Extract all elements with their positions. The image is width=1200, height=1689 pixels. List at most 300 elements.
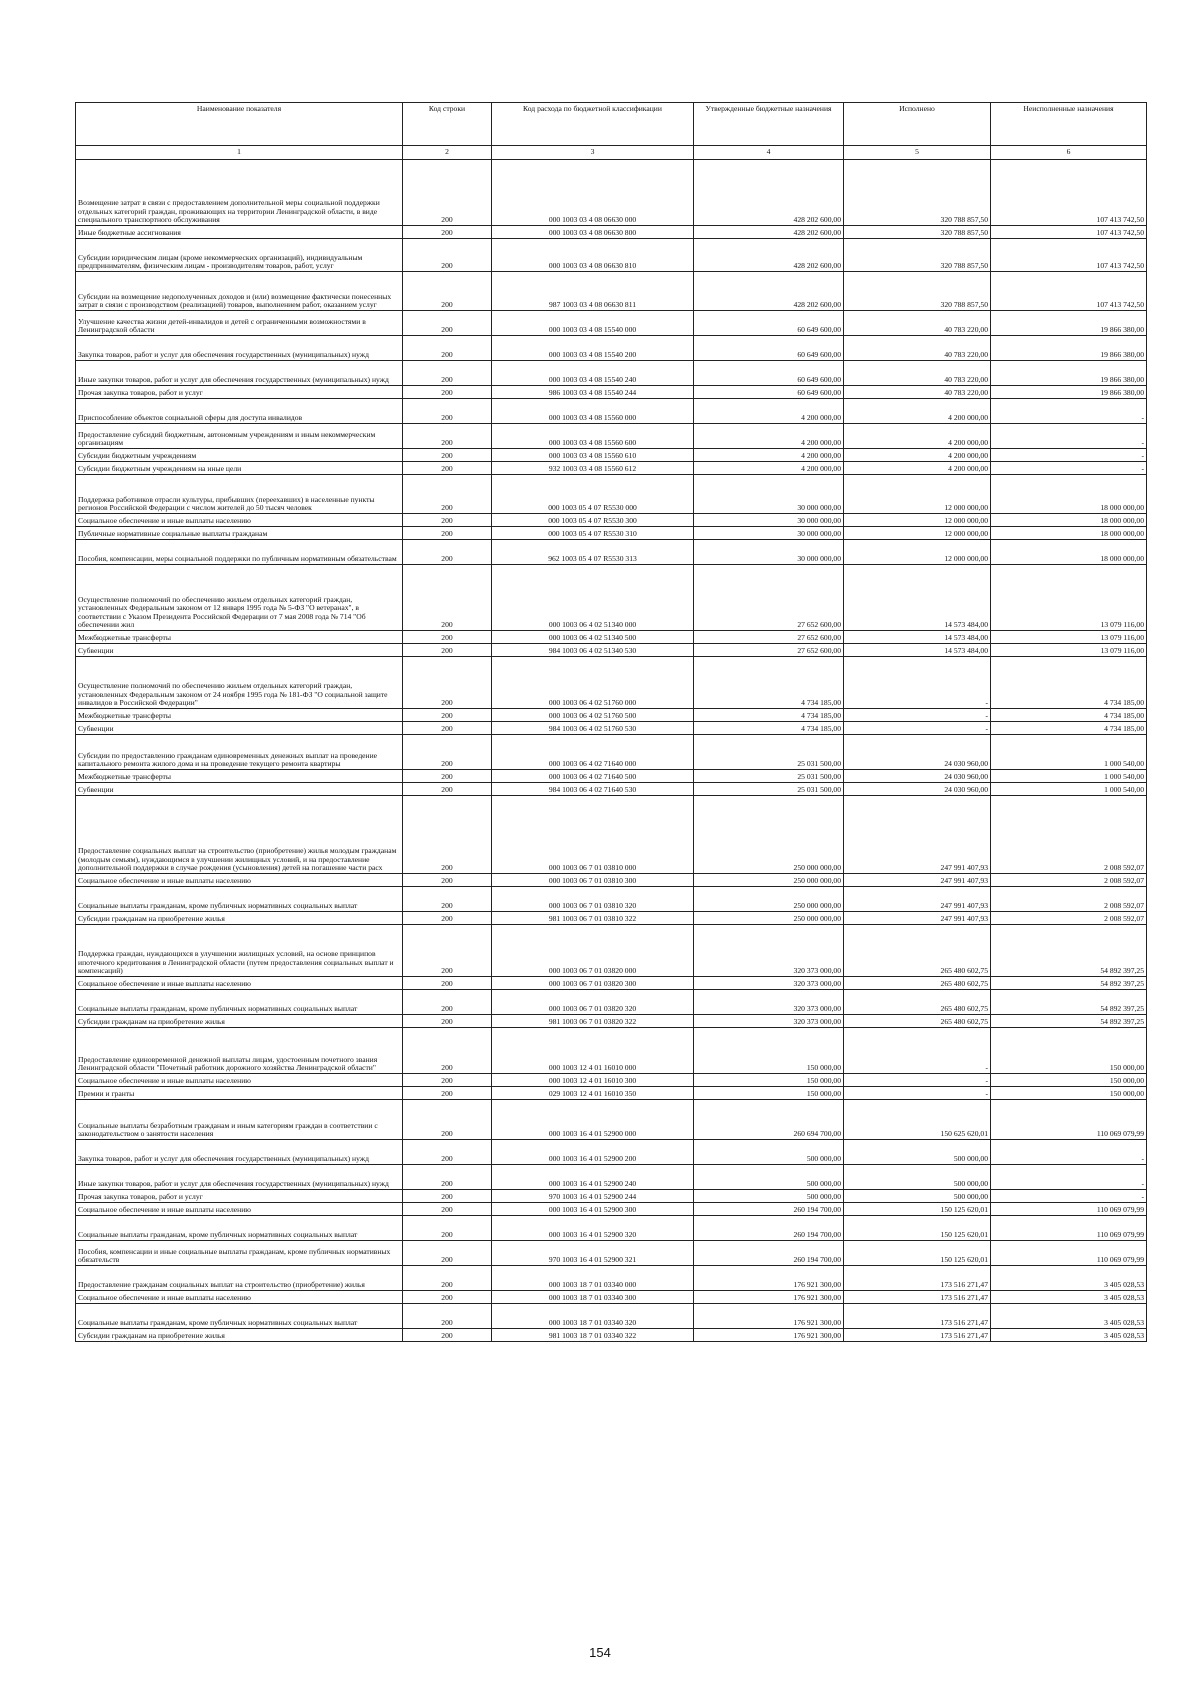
row-unexecuted: 3 405 028,53 xyxy=(991,1266,1147,1291)
table-row xyxy=(76,770,1147,783)
row-budget-code: 000 1003 18 7 01 03340 320 xyxy=(492,1304,694,1329)
row-budget-code: 000 1003 06 4 02 51340 500 xyxy=(492,631,694,644)
row-line-code: 200 xyxy=(403,226,492,239)
table-row xyxy=(76,1329,1147,1342)
row-line-code: 200 xyxy=(403,977,492,990)
row-name: Межбюджетные трансферты xyxy=(76,770,403,783)
row-unexecuted: 150 000,00 xyxy=(991,1074,1147,1087)
row-budget-code: 970 1003 16 4 01 52900 244 xyxy=(492,1190,694,1203)
row-unexecuted: 3 405 028,53 xyxy=(991,1291,1147,1304)
row-name: Социальное обеспечение и иные выплаты населению xyxy=(76,514,403,527)
row-approved: 176 921 300,00 xyxy=(694,1304,844,1329)
row-unexecuted: 19 866 380,00 xyxy=(991,311,1147,336)
row-line-code: 200 xyxy=(403,239,492,272)
row-approved: 250 000 000,00 xyxy=(694,887,844,912)
row-approved: 428 202 600,00 xyxy=(694,239,844,272)
row-unexecuted: 19 866 380,00 xyxy=(991,336,1147,361)
row-approved: 320 373 000,00 xyxy=(694,925,844,977)
row-executed: 173 516 271,47 xyxy=(844,1291,991,1304)
row-executed: 12 000 000,00 xyxy=(844,540,991,565)
table-row xyxy=(76,990,1147,1015)
row-executed: 265 480 602,75 xyxy=(844,925,991,977)
row-unexecuted: 54 892 397,25 xyxy=(991,925,1147,977)
row-name: Публичные нормативные социальные выплаты гражданам xyxy=(76,527,403,540)
row-approved: 320 373 000,00 xyxy=(694,990,844,1015)
row-line-code: 200 xyxy=(403,272,492,311)
row-line-code: 200 xyxy=(403,925,492,977)
row-unexecuted: 110 069 079,99 xyxy=(991,1203,1147,1216)
row-line-code: 200 xyxy=(403,565,492,631)
table-row xyxy=(76,449,1147,462)
row-executed: 500 000,00 xyxy=(844,1140,991,1165)
table-row xyxy=(76,1015,1147,1028)
row-budget-code: 000 1003 05 4 07 R5530 300 xyxy=(492,514,694,527)
table-row xyxy=(76,1203,1147,1216)
row-budget-code: 000 1003 05 4 07 R5530 310 xyxy=(492,527,694,540)
row-name: Социальные выплаты безработным гражданам и иным категориям граждан в соответствии с законодательством о занятости населения xyxy=(76,1100,403,1140)
table-row xyxy=(76,912,1147,925)
row-unexecuted: - xyxy=(991,1140,1147,1165)
row-approved: 260 194 700,00 xyxy=(694,1203,844,1216)
row-executed: 40 783 220,00 xyxy=(844,336,991,361)
row-name: Субвенции xyxy=(76,644,403,657)
row-approved: 250 000 000,00 xyxy=(694,912,844,925)
row-unexecuted: 150 000,00 xyxy=(991,1087,1147,1100)
table-row xyxy=(76,514,1147,527)
header-row xyxy=(76,103,1147,146)
row-executed: 173 516 271,47 xyxy=(844,1304,991,1329)
row-unexecuted: 54 892 397,25 xyxy=(991,1015,1147,1028)
row-budget-code: 000 1003 03 4 08 15560 610 xyxy=(492,449,694,462)
row-line-code: 200 xyxy=(403,462,492,475)
row-unexecuted: - xyxy=(991,1190,1147,1203)
table-row xyxy=(76,1291,1147,1304)
row-name: Социальное обеспечение и иные выплаты населению xyxy=(76,874,403,887)
row-budget-code: 000 1003 03 4 08 15540 240 xyxy=(492,361,694,386)
row-executed: - xyxy=(844,1074,991,1087)
row-budget-code: 987 1003 03 4 08 06630 811 xyxy=(492,272,694,311)
row-name: Социальное обеспечение и иные выплаты населению xyxy=(76,977,403,990)
column-number: 4 xyxy=(694,146,844,160)
row-budget-code: 000 1003 06 7 01 03820 300 xyxy=(492,977,694,990)
table-row xyxy=(76,925,1147,977)
row-budget-code: 000 1003 06 7 01 03810 300 xyxy=(492,874,694,887)
row-budget-code: 932 1003 03 4 08 15560 612 xyxy=(492,462,694,475)
row-approved: 4 734 185,00 xyxy=(694,709,844,722)
row-unexecuted: 54 892 397,25 xyxy=(991,977,1147,990)
row-unexecuted: 107 413 742,50 xyxy=(991,239,1147,272)
row-budget-code: 000 1003 06 7 01 03810 000 xyxy=(492,796,694,874)
row-line-code: 200 xyxy=(403,657,492,709)
row-name: Субвенции xyxy=(76,783,403,796)
row-budget-code: 000 1003 16 4 01 52900 200 xyxy=(492,1140,694,1165)
row-line-code: 200 xyxy=(403,796,492,874)
table-row xyxy=(76,631,1147,644)
header-name: Наименование показателя xyxy=(76,103,403,146)
row-executed: 24 030 960,00 xyxy=(844,770,991,783)
row-executed: 4 200 000,00 xyxy=(844,462,991,475)
row-budget-code: 000 1003 18 7 01 03340 300 xyxy=(492,1291,694,1304)
row-line-code: 200 xyxy=(403,770,492,783)
row-line-code: 200 xyxy=(403,399,492,424)
row-name: Социальные выплаты гражданам, кроме публичных нормативных социальных выплат xyxy=(76,1216,403,1241)
table-row xyxy=(76,709,1147,722)
row-executed: - xyxy=(844,1087,991,1100)
row-budget-code: 981 1003 06 7 01 03810 322 xyxy=(492,912,694,925)
row-approved: 27 652 600,00 xyxy=(694,644,844,657)
row-name: Прочая закупка товаров, работ и услуг xyxy=(76,386,403,399)
table-row xyxy=(76,1140,1147,1165)
row-budget-code: 984 1003 06 4 02 71640 530 xyxy=(492,783,694,796)
table-row xyxy=(76,1087,1147,1100)
row-executed: 265 480 602,75 xyxy=(844,977,991,990)
row-name: Иные бюджетные ассигнования xyxy=(76,226,403,239)
table-row xyxy=(76,722,1147,735)
row-approved: 4 200 000,00 xyxy=(694,424,844,449)
row-name: Субсидии гражданам на приобретение жилья xyxy=(76,1329,403,1342)
row-executed: 14 573 484,00 xyxy=(844,644,991,657)
row-unexecuted: 1 000 540,00 xyxy=(991,735,1147,770)
row-unexecuted: 18 000 000,00 xyxy=(991,475,1147,514)
row-name: Социальное обеспечение и иные выплаты населению xyxy=(76,1203,403,1216)
row-executed: 265 480 602,75 xyxy=(844,1015,991,1028)
table-row xyxy=(76,565,1147,631)
row-approved: 320 373 000,00 xyxy=(694,1015,844,1028)
row-name: Прочая закупка товаров, работ и услуг xyxy=(76,1190,403,1203)
row-name: Осуществление полномочий по обеспечению жильем отдельных категорий граждан, установленных Федеральным законом от 24 ноября 1995 года № 181-ФЗ "О социальной защите инвалидов в Российской Федерации" xyxy=(76,657,403,709)
row-unexecuted: 2 008 592,07 xyxy=(991,874,1147,887)
row-name: Иные закупки товаров, работ и услуг для обеспечения государственных (муниципальных) нужд xyxy=(76,361,403,386)
row-approved: 60 649 600,00 xyxy=(694,311,844,336)
row-line-code: 200 xyxy=(403,160,492,226)
row-line-code: 200 xyxy=(403,449,492,462)
row-approved: 260 194 700,00 xyxy=(694,1216,844,1241)
row-line-code: 200 xyxy=(403,722,492,735)
row-line-code: 200 xyxy=(403,1015,492,1028)
row-approved: 176 921 300,00 xyxy=(694,1329,844,1342)
row-approved: 428 202 600,00 xyxy=(694,272,844,311)
column-number: 1 xyxy=(76,146,403,160)
row-budget-code: 000 1003 06 7 01 03820 000 xyxy=(492,925,694,977)
row-executed: 320 788 857,50 xyxy=(844,272,991,311)
row-unexecuted: 19 866 380,00 xyxy=(991,361,1147,386)
row-budget-code: 000 1003 03 4 08 15540 200 xyxy=(492,336,694,361)
table-row xyxy=(76,272,1147,311)
row-approved: 60 649 600,00 xyxy=(694,336,844,361)
row-approved: 4 200 000,00 xyxy=(694,449,844,462)
row-approved: 428 202 600,00 xyxy=(694,226,844,239)
row-executed: - xyxy=(844,657,991,709)
row-approved: 4 200 000,00 xyxy=(694,399,844,424)
table-row xyxy=(76,1190,1147,1203)
row-name: Социальные выплаты гражданам, кроме публичных нормативных социальных выплат xyxy=(76,887,403,912)
row-name: Социальные выплаты гражданам, кроме публичных нормативных социальных выплат xyxy=(76,990,403,1015)
row-unexecuted: 3 405 028,53 xyxy=(991,1329,1147,1342)
row-budget-code: 000 1003 03 4 08 06630 800 xyxy=(492,226,694,239)
row-line-code: 200 xyxy=(403,527,492,540)
row-name: Субсидии на возмещение недополученных доходов и (или) возмещение фактически понесенных затрат в связи с производством (реализацией) товаров, выполнением работ, оказанием услуг xyxy=(76,272,403,311)
row-budget-code: 000 1003 05 4 07 R5530 000 xyxy=(492,475,694,514)
row-unexecuted: 110 069 079,99 xyxy=(991,1216,1147,1241)
row-line-code: 200 xyxy=(403,311,492,336)
row-budget-code: 962 1003 05 4 07 R5530 313 xyxy=(492,540,694,565)
row-name: Пособия, компенсации, меры социальной поддержки по публичным нормативным обязательствам xyxy=(76,540,403,565)
table-row xyxy=(76,160,1147,226)
row-line-code: 200 xyxy=(403,514,492,527)
row-executed: 320 788 857,50 xyxy=(844,226,991,239)
row-unexecuted: - xyxy=(991,424,1147,449)
row-budget-code: 000 1003 06 7 01 03820 320 xyxy=(492,990,694,1015)
row-name: Иные закупки товаров, работ и услуг для обеспечения государственных (муниципальных) нужд xyxy=(76,1165,403,1190)
row-approved: 30 000 000,00 xyxy=(694,527,844,540)
row-unexecuted: 13 079 116,00 xyxy=(991,644,1147,657)
row-unexecuted: 3 405 028,53 xyxy=(991,1304,1147,1329)
header-budget-code: Код расхода по бюджетной классификации xyxy=(492,103,694,146)
row-budget-code: 981 1003 06 7 01 03820 322 xyxy=(492,1015,694,1028)
table-row xyxy=(76,977,1147,990)
row-executed: 14 573 484,00 xyxy=(844,631,991,644)
row-approved: 30 000 000,00 xyxy=(694,514,844,527)
row-name: Субсидии гражданам на приобретение жилья xyxy=(76,1015,403,1028)
row-budget-code: 981 1003 18 7 01 03340 322 xyxy=(492,1329,694,1342)
column-number: 6 xyxy=(991,146,1147,160)
row-approved: 176 921 300,00 xyxy=(694,1291,844,1304)
table-row xyxy=(76,1266,1147,1291)
row-line-code: 200 xyxy=(403,1304,492,1329)
row-line-code: 200 xyxy=(403,540,492,565)
row-line-code: 200 xyxy=(403,783,492,796)
row-approved: 320 373 000,00 xyxy=(694,977,844,990)
table-row xyxy=(76,657,1147,709)
row-line-code: 200 xyxy=(403,887,492,912)
table-row xyxy=(76,399,1147,424)
row-approved: 500 000,00 xyxy=(694,1190,844,1203)
row-name: Субсидии бюджетным учреждениям xyxy=(76,449,403,462)
row-name: Возмещение затрат в связи с предоставлением дополнительной меры социальной поддержки отдельных категорий граждан, проживающих на территории Ленинградской области, в виде специального транспортного обслуживания xyxy=(76,160,403,226)
row-line-code: 200 xyxy=(403,990,492,1015)
row-unexecuted: 110 069 079,99 xyxy=(991,1241,1147,1266)
table-row xyxy=(76,424,1147,449)
row-line-code: 200 xyxy=(403,386,492,399)
row-executed: 500 000,00 xyxy=(844,1190,991,1203)
row-executed: 40 783 220,00 xyxy=(844,311,991,336)
row-approved: 4 734 185,00 xyxy=(694,722,844,735)
row-executed: 500 000,00 xyxy=(844,1165,991,1190)
table-row xyxy=(76,1100,1147,1140)
row-approved: 60 649 600,00 xyxy=(694,386,844,399)
row-unexecuted: 18 000 000,00 xyxy=(991,540,1147,565)
row-executed: 265 480 602,75 xyxy=(844,990,991,1015)
row-name: Межбюджетные трансферты xyxy=(76,709,403,722)
table-row xyxy=(76,783,1147,796)
row-approved: 30 000 000,00 xyxy=(694,540,844,565)
row-budget-code: 000 1003 03 4 08 15560 600 xyxy=(492,424,694,449)
row-budget-code: 000 1003 06 4 02 71640 500 xyxy=(492,770,694,783)
row-line-code: 200 xyxy=(403,1291,492,1304)
row-unexecuted: 18 000 000,00 xyxy=(991,514,1147,527)
row-name: Межбюджетные трансферты xyxy=(76,631,403,644)
row-budget-code: 029 1003 12 4 01 16010 350 xyxy=(492,1087,694,1100)
row-approved: 25 031 500,00 xyxy=(694,735,844,770)
row-name: Осуществление полномочий по обеспечению жильем отдельных категорий граждан, установленных Федеральным законом от 12 января 1995 года № 5-ФЗ "О ветеранах", в соответствии с Указом Президента Российской Федерации от 7 мая 2008 года № 714 "Об обеспечении жил xyxy=(76,565,403,631)
row-approved: 4 200 000,00 xyxy=(694,462,844,475)
row-executed: 40 783 220,00 xyxy=(844,386,991,399)
row-budget-code: 000 1003 16 4 01 52900 240 xyxy=(492,1165,694,1190)
row-unexecuted: 107 413 742,50 xyxy=(991,160,1147,226)
row-budget-code: 000 1003 06 4 02 51760 500 xyxy=(492,709,694,722)
row-name: Предоставление единовременной денежной выплаты лицам, удостоенным почетного звания Ленинградской области "Почетный работник дорожного хозяйства Ленинградской области" xyxy=(76,1028,403,1074)
row-line-code: 200 xyxy=(403,912,492,925)
row-budget-code: 000 1003 06 4 02 51340 000 xyxy=(492,565,694,631)
row-name: Предоставление социальных выплат на строительство (приобретение) жилья молодым гражданам (молодым семьям), нуждающимся в улучшении жилищных условий, и на предоставление дополнительной поддержки в случае рождения (усыновления) детей на погашение части расх xyxy=(76,796,403,874)
table-row xyxy=(76,475,1147,514)
row-line-code: 200 xyxy=(403,1140,492,1165)
row-executed: 247 991 407,93 xyxy=(844,887,991,912)
table-row xyxy=(76,462,1147,475)
row-approved: 150 000,00 xyxy=(694,1087,844,1100)
table-row xyxy=(76,796,1147,874)
row-executed: 247 991 407,93 xyxy=(844,912,991,925)
row-line-code: 200 xyxy=(403,336,492,361)
row-approved: 260 194 700,00 xyxy=(694,1241,844,1266)
table-body xyxy=(76,160,1147,1342)
row-name: Закупка товаров, работ и услуг для обеспечения государственных (муниципальных) нужд xyxy=(76,336,403,361)
row-name: Пособия, компенсации и иные социальные выплаты гражданам, кроме публичных нормативных обязательств xyxy=(76,1241,403,1266)
row-executed: 12 000 000,00 xyxy=(844,475,991,514)
table-row xyxy=(76,311,1147,336)
row-unexecuted: 4 734 185,00 xyxy=(991,657,1147,709)
row-name: Субсидии гражданам на приобретение жилья xyxy=(76,912,403,925)
row-unexecuted: - xyxy=(991,399,1147,424)
row-executed: 150 125 620,01 xyxy=(844,1216,991,1241)
row-unexecuted: 19 866 380,00 xyxy=(991,386,1147,399)
row-executed: 320 788 857,50 xyxy=(844,239,991,272)
row-approved: 27 652 600,00 xyxy=(694,631,844,644)
row-line-code: 200 xyxy=(403,1216,492,1241)
row-budget-code: 000 1003 16 4 01 52900 000 xyxy=(492,1100,694,1140)
row-line-code: 200 xyxy=(403,1074,492,1087)
row-line-code: 200 xyxy=(403,1266,492,1291)
row-unexecuted: 13 079 116,00 xyxy=(991,631,1147,644)
row-approved: 150 000,00 xyxy=(694,1028,844,1074)
row-name: Приспособление объектов социальной сферы для доступа инвалидов xyxy=(76,399,403,424)
row-budget-code: 000 1003 16 4 01 52900 300 xyxy=(492,1203,694,1216)
row-approved: 176 921 300,00 xyxy=(694,1266,844,1291)
row-executed: 150 625 620,01 xyxy=(844,1100,991,1140)
table-row xyxy=(76,644,1147,657)
row-line-code: 200 xyxy=(403,709,492,722)
row-name: Предоставление гражданам социальных выплат на строительство (приобретение) жилья xyxy=(76,1266,403,1291)
row-line-code: 200 xyxy=(403,1190,492,1203)
budget-execution-table xyxy=(75,102,1147,1342)
row-executed: 14 573 484,00 xyxy=(844,565,991,631)
row-approved: 500 000,00 xyxy=(694,1165,844,1190)
row-unexecuted: 13 079 116,00 xyxy=(991,565,1147,631)
row-unexecuted: 4 734 185,00 xyxy=(991,709,1147,722)
table-row xyxy=(76,1241,1147,1266)
row-budget-code: 984 1003 06 4 02 51340 530 xyxy=(492,644,694,657)
row-approved: 25 031 500,00 xyxy=(694,783,844,796)
row-line-code: 200 xyxy=(403,1165,492,1190)
row-unexecuted: 2 008 592,07 xyxy=(991,796,1147,874)
row-unexecuted: 1 000 540,00 xyxy=(991,770,1147,783)
row-name: Улучшение качества жизни детей-инвалидов и детей с ограниченными возможностями в Ленинградской области xyxy=(76,311,403,336)
row-budget-code: 000 1003 03 4 08 06630 810 xyxy=(492,239,694,272)
row-executed: 247 991 407,93 xyxy=(844,874,991,887)
row-unexecuted: 2 008 592,07 xyxy=(991,887,1147,912)
row-budget-code: 000 1003 06 7 01 03810 320 xyxy=(492,887,694,912)
row-budget-code: 000 1003 03 4 08 15560 000 xyxy=(492,399,694,424)
column-number-row xyxy=(76,146,1147,160)
row-line-code: 200 xyxy=(403,361,492,386)
table-row xyxy=(76,527,1147,540)
row-name: Социальное обеспечение и иные выплаты населению xyxy=(76,1291,403,1304)
row-name: Социальное обеспечение и иные выплаты населению xyxy=(76,1074,403,1087)
row-approved: 60 649 600,00 xyxy=(694,361,844,386)
row-unexecuted: - xyxy=(991,462,1147,475)
table-row xyxy=(76,226,1147,239)
row-approved: 27 652 600,00 xyxy=(694,565,844,631)
row-unexecuted: - xyxy=(991,449,1147,462)
table-row xyxy=(76,1216,1147,1241)
table-row xyxy=(76,336,1147,361)
row-executed: 4 200 000,00 xyxy=(844,424,991,449)
table-row xyxy=(76,735,1147,770)
row-line-code: 200 xyxy=(403,1241,492,1266)
row-budget-code: 000 1003 03 4 08 06630 000 xyxy=(492,160,694,226)
row-unexecuted: 18 000 000,00 xyxy=(991,527,1147,540)
row-approved: 30 000 000,00 xyxy=(694,475,844,514)
row-executed: - xyxy=(844,722,991,735)
header-line-code: Код строки xyxy=(403,103,492,146)
row-name: Поддержка граждан, нуждающихся в улучшении жилищных условий, на основе принципов ипотечного кредитования в Ленинградской области (путем предоставления социальных выплат и компенсаций) xyxy=(76,925,403,977)
row-line-code: 200 xyxy=(403,1203,492,1216)
row-unexecuted: 1 000 540,00 xyxy=(991,783,1147,796)
row-executed: 12 000 000,00 xyxy=(844,514,991,527)
header-executed: Исполнено xyxy=(844,103,991,146)
row-executed: 247 991 407,93 xyxy=(844,796,991,874)
row-unexecuted: 107 413 742,50 xyxy=(991,272,1147,311)
row-executed: - xyxy=(844,709,991,722)
row-budget-code: 000 1003 06 4 02 71640 000 xyxy=(492,735,694,770)
row-executed: 40 783 220,00 xyxy=(844,361,991,386)
row-unexecuted: 150 000,00 xyxy=(991,1028,1147,1074)
row-approved: 4 734 185,00 xyxy=(694,657,844,709)
row-approved: 260 694 700,00 xyxy=(694,1100,844,1140)
row-unexecuted: 54 892 397,25 xyxy=(991,990,1147,1015)
row-name: Субсидии бюджетным учреждениям на иные цели xyxy=(76,462,403,475)
row-name: Премии и гранты xyxy=(76,1087,403,1100)
row-budget-code: 000 1003 03 4 08 15540 000 xyxy=(492,311,694,336)
table-row xyxy=(76,874,1147,887)
row-approved: 150 000,00 xyxy=(694,1074,844,1087)
row-budget-code: 984 1003 06 4 02 51760 530 xyxy=(492,722,694,735)
row-executed: - xyxy=(844,1028,991,1074)
row-unexecuted: 107 413 742,50 xyxy=(991,226,1147,239)
row-name: Субвенции xyxy=(76,722,403,735)
row-name: Закупка товаров, работ и услуг для обеспечения государственных (муниципальных) нужд xyxy=(76,1140,403,1165)
row-executed: 12 000 000,00 xyxy=(844,527,991,540)
table-row xyxy=(76,361,1147,386)
row-line-code: 200 xyxy=(403,631,492,644)
row-name: Предоставление субсидий бюджетным, автономным учреждениям и иным некоммерческим организациям xyxy=(76,424,403,449)
row-budget-code: 986 1003 03 4 08 15540 244 xyxy=(492,386,694,399)
row-unexecuted: - xyxy=(991,1165,1147,1190)
row-line-code: 200 xyxy=(403,1329,492,1342)
row-line-code: 200 xyxy=(403,1087,492,1100)
row-approved: 25 031 500,00 xyxy=(694,770,844,783)
row-line-code: 200 xyxy=(403,874,492,887)
